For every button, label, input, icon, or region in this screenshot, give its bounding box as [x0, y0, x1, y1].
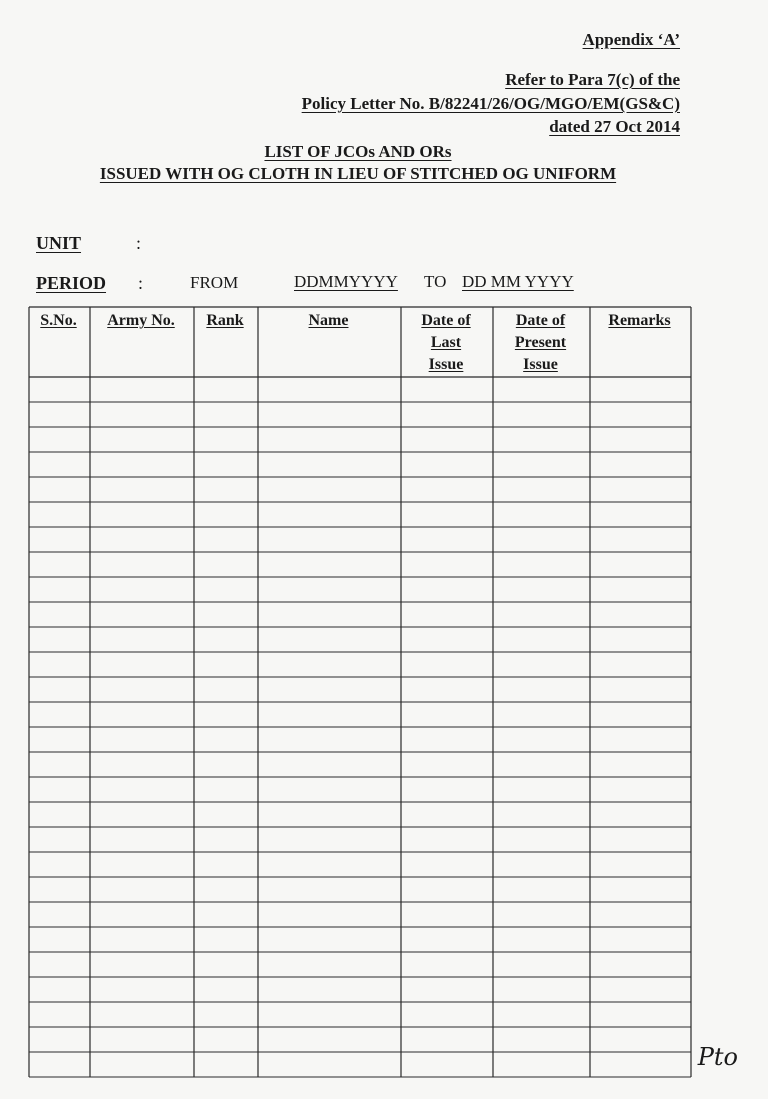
column-header-text: Date of	[515, 312, 566, 329]
table-row	[28, 826, 690, 851]
table-row	[28, 801, 690, 826]
refer-para-line: Refer to Para 7(c) of the	[505, 70, 680, 89]
table-row	[28, 501, 690, 526]
table-row	[28, 926, 690, 951]
period-colon: :	[138, 273, 144, 293]
document-title-line1: LIST OF JCOs AND ORs	[264, 142, 452, 161]
table-row	[28, 551, 690, 576]
table-column-header	[193, 310, 257, 332]
table-row	[28, 976, 690, 1001]
dated-line: dated 27 Oct 2014	[549, 117, 680, 136]
table-row	[28, 676, 690, 701]
period-from-date: DDMMYYYY	[294, 272, 398, 291]
table-column-header	[589, 310, 690, 332]
unit-label: UNIT	[36, 233, 82, 253]
column-header-text: Remarks	[608, 312, 671, 329]
table-row	[28, 951, 690, 976]
unit-colon: :	[136, 233, 142, 253]
table-column-header	[400, 310, 492, 376]
column-header-text: Rank	[206, 312, 244, 329]
table-row	[28, 651, 690, 676]
column-header-text: Issue	[428, 356, 464, 373]
table-row	[28, 476, 690, 501]
table-row	[28, 726, 690, 751]
table-row	[28, 776, 690, 801]
table-row	[28, 1026, 690, 1051]
period-label: PERIOD	[36, 273, 107, 293]
table-row	[28, 376, 690, 401]
period-from-label: FROM	[190, 273, 239, 292]
table-row	[28, 851, 690, 876]
period-to-date: DD MM YYYY	[462, 272, 574, 291]
column-header-text: Army No.	[107, 312, 175, 329]
column-header-text: Present	[514, 334, 567, 351]
column-header-text: Date of	[421, 312, 471, 329]
table-column-header	[492, 310, 589, 376]
handwritten-pto-mark: Pto	[697, 1043, 738, 1071]
column-header-text: Name	[308, 312, 349, 329]
policy-letter-line: Policy Letter No. B/82241/26/OG/MGO/EM(GS&C)	[301, 94, 680, 113]
table-row	[28, 401, 690, 426]
column-header-text: Last	[430, 334, 462, 351]
table-row	[28, 1001, 690, 1026]
period-to-label: TO	[424, 272, 447, 291]
table-column-header	[89, 310, 193, 332]
table-row	[28, 451, 690, 476]
table-row	[28, 601, 690, 626]
column-header-text: S.No.	[40, 312, 77, 329]
table-row	[28, 426, 690, 451]
table-column-header	[28, 310, 89, 332]
document-title-line2: ISSUED WITH OG CLOTH IN LIEU OF STITCHED OG UNIFORM	[99, 164, 617, 183]
table-row	[28, 751, 690, 776]
table-row	[28, 876, 690, 901]
table-row	[28, 1051, 690, 1076]
appendix-label: Appendix ‘A’	[582, 30, 680, 49]
table-row	[28, 526, 690, 551]
table-row	[28, 701, 690, 726]
column-header-text: Issue	[523, 356, 558, 373]
table-row	[28, 626, 690, 651]
table-row	[28, 576, 690, 601]
table-row	[28, 901, 690, 926]
table-column-header	[257, 310, 400, 332]
